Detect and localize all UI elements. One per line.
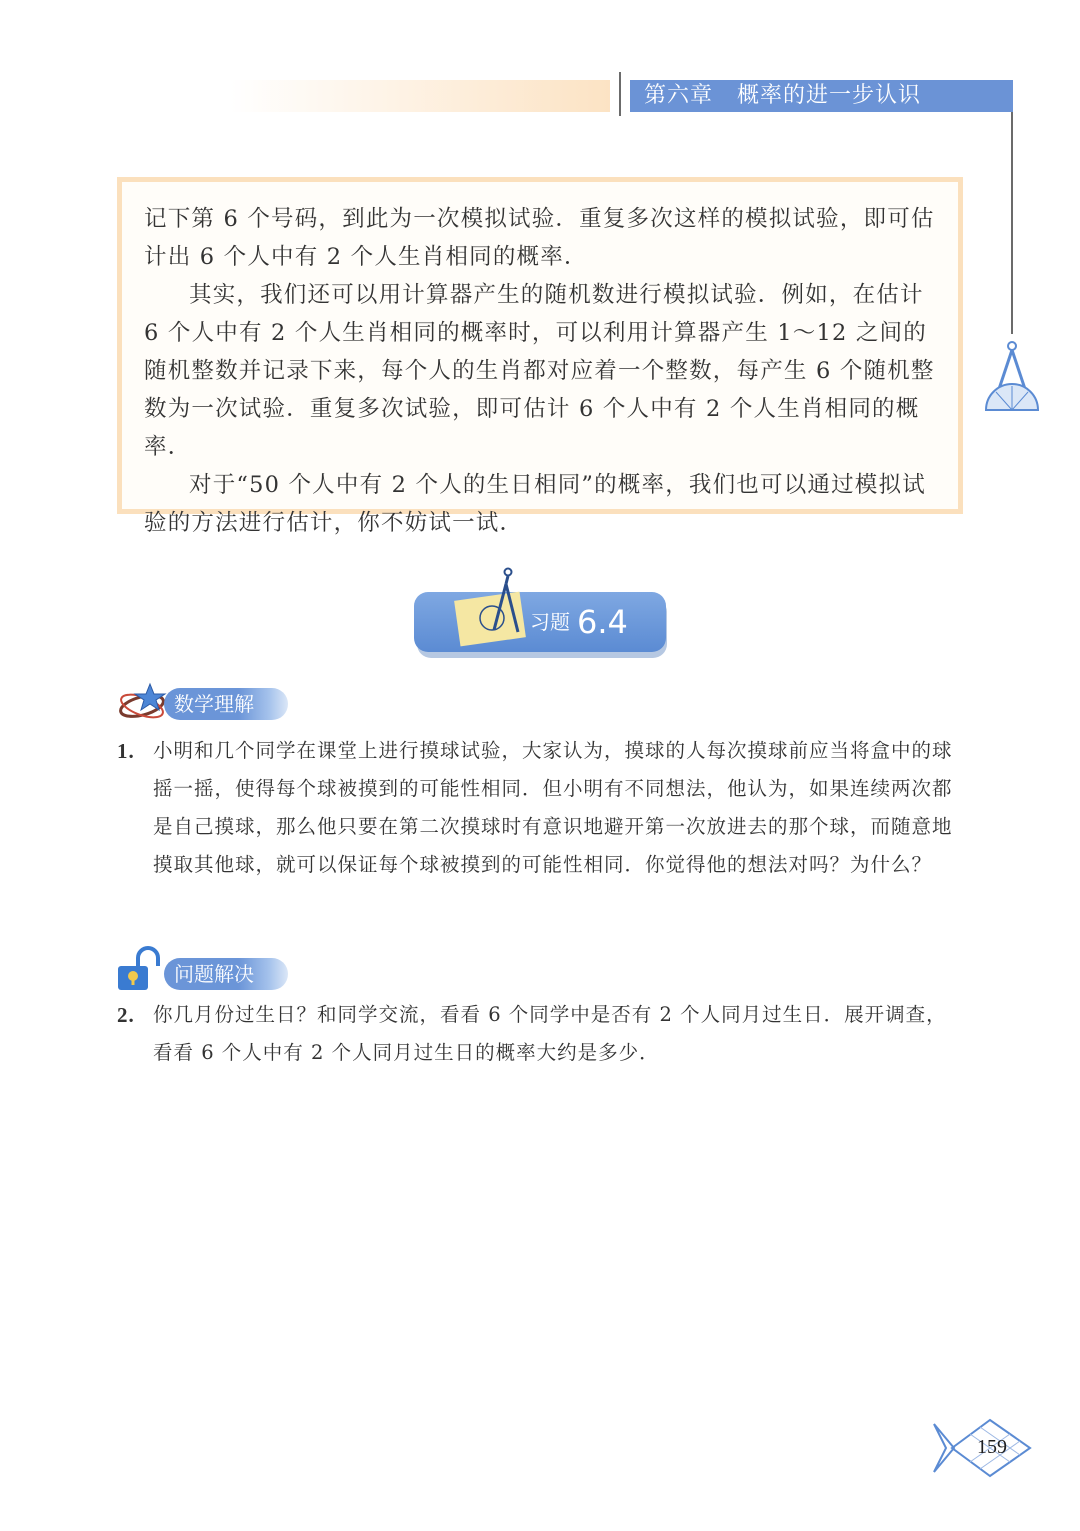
reading-paragraph-2: 其实，我们还可以用计算器产生的随机数进行模拟试验．例如，在估计 6 个人中有 2 个人生肖相同的概率时，可以利用计算器产生 1～12 之间的随机整数并记录下来，每个人的生肖都对应着一个整数，每产生 6 个随机整数为一次试验．重复多次试验，即可估计 6 个人中有 2 个人生肖相同的概率． — [144, 282, 935, 460]
problem-number: 2. — [117, 1003, 135, 1027]
problem-text: 你几月份过生日？和同学交流，看看 6 个同学中是否有 2 个人同月过生日．展开调查，看看 6 个人中有 2 个人同月过生日的概率大约是多少． — [153, 1003, 947, 1064]
compass-protractor-icon — [982, 336, 1042, 416]
header-separator — [619, 72, 621, 116]
chapter-number: 第六章 — [644, 83, 714, 108]
page-number: 159 — [977, 1436, 1007, 1458]
section-problem-solving: 问题解决 — [164, 958, 288, 990]
problem-number: 1. — [117, 739, 135, 763]
chapter-header — [630, 80, 1013, 112]
problem-text: 小明和几个同学在课堂上进行摸球试验，大家认为，摸球的人每次摸球前应当将盒中的球摇一摇，使得每个球被摸到的可能性相同．但小明有不同想法，他认为，如果连续两次都是自己摸球，那么他只要在第二次摸球时有意识地避开第一次放进去的那个球，而随意地摸取其他球，就可以保证每个球被摸到的可能性相同．你觉得他的想法对吗？为什么？ — [153, 739, 953, 876]
problem-2 — [117, 996, 967, 1072]
reading-paragraph-1: 记下第 6 个号码，到此为一次模拟试验．重复多次这样的模拟试验，即可估计出 6 个人中有 2 个人生肖相同的概率． — [144, 206, 935, 270]
problem-1 — [117, 732, 967, 884]
compass-icon — [472, 566, 532, 650]
margin-rule — [1011, 112, 1013, 334]
section-math-understanding: 数学理解 — [164, 688, 288, 720]
exercise-number: 6.4 — [577, 603, 628, 641]
exercise-label: 习题 — [530, 610, 570, 634]
reading-paragraph-3: 对于“50 个人中有 2 个人的生日相同”的概率，我们也可以通过模拟试验的方法进行估计，你不妨试一试． — [144, 472, 926, 536]
header-decoration — [230, 80, 610, 112]
chapter-title: 概率的进一步认识 — [737, 83, 922, 108]
reading-box — [117, 177, 963, 536]
padlock-icon — [116, 946, 162, 992]
